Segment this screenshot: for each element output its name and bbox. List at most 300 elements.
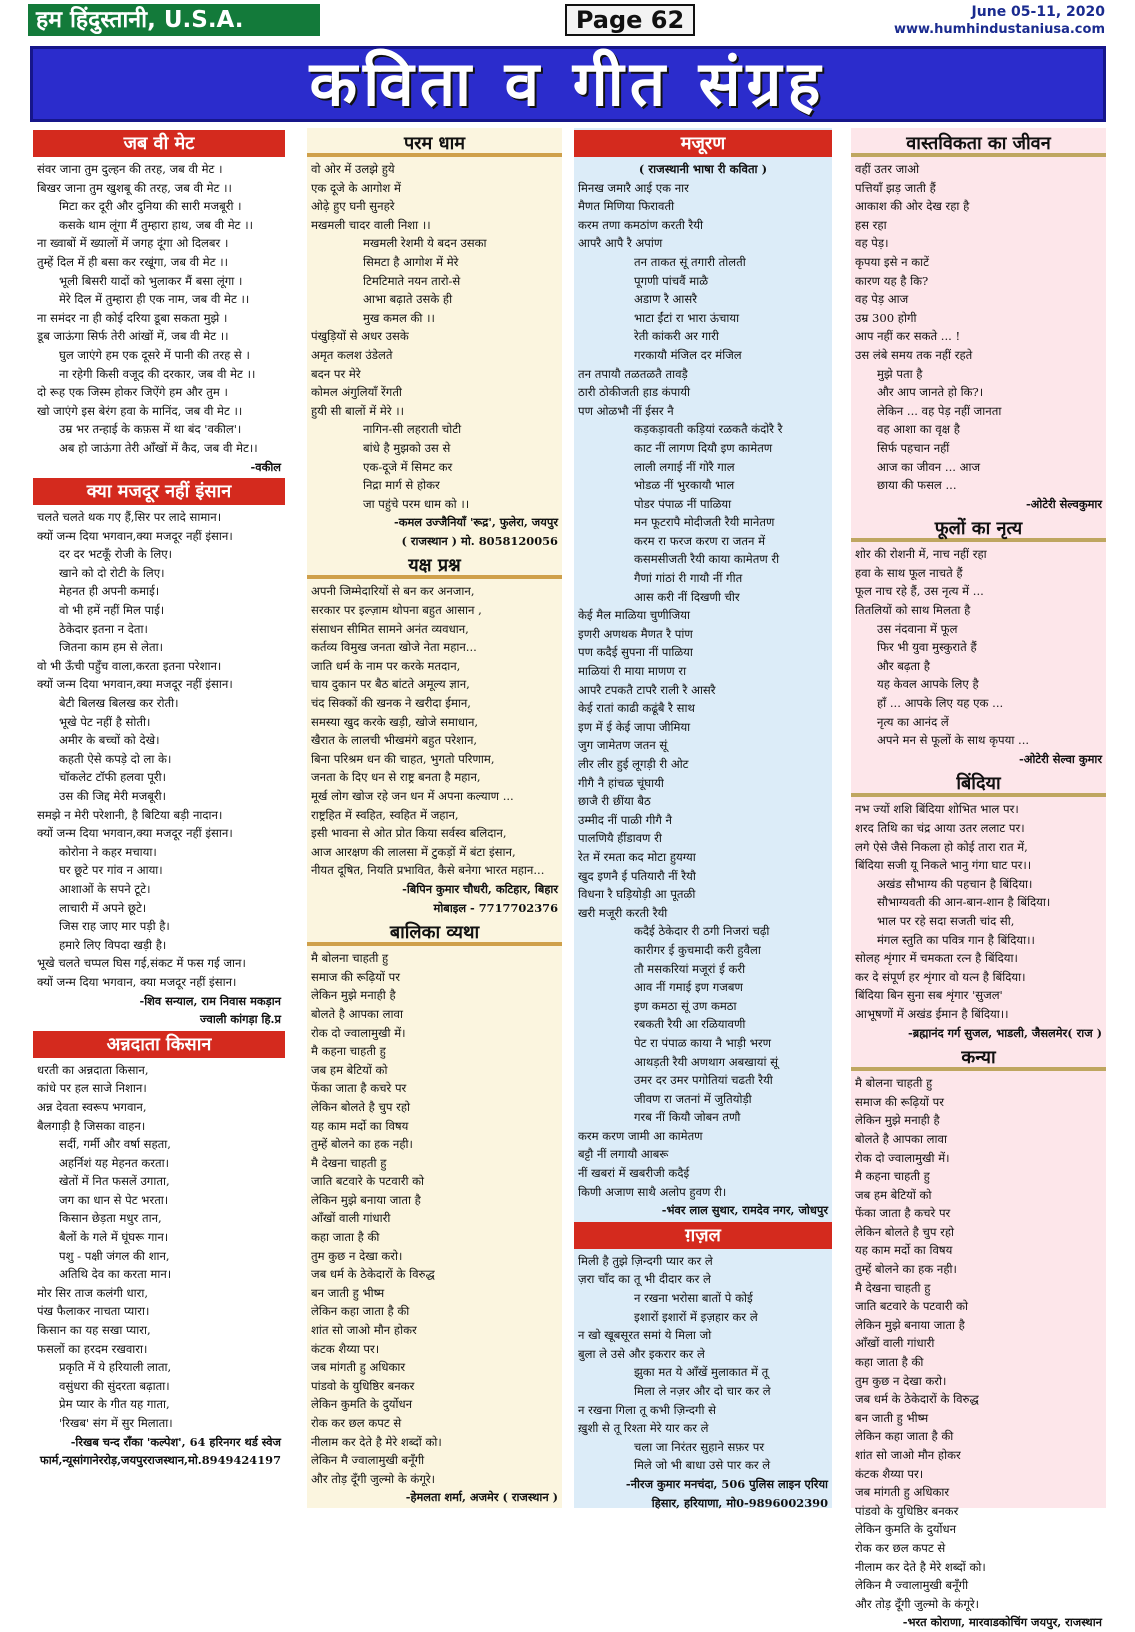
poem-line: कांधे पर हल साजे निशान। (37, 1081, 147, 1096)
poem-line: राष्ट्रहित में स्वहित, स्वहित में जहान, (311, 807, 459, 822)
poem-line: दर दर भटकूँ रोजी के लिए। (59, 547, 173, 562)
poem-line: मेरे दिल में तुम्हारा ही एक नाम, जब वी मेट ।। (59, 292, 250, 307)
poem-line: जब मांगती हु अधिकार (855, 1485, 950, 1500)
poem-line: बांधे है मुझको उस से (363, 440, 451, 455)
poem-line: आज आरक्षण की लालसा में टुकड़ों में बंटा इंसान, (311, 844, 516, 859)
poem-line: तुम्हें बोलने का हक नही। (311, 1137, 413, 1152)
poem-line: न रखना भरोसा बातों पे कोई (634, 1291, 753, 1306)
poem-line: झुका मत ये आँखें मुलाकात में तू (634, 1365, 769, 1380)
poem-body (33, 508, 285, 1029)
poem-line: शोर की रोशनी में, नाच नहीं रहा (855, 547, 987, 562)
poem-line: गीगै नै हांचळ चूंघायी (578, 775, 664, 790)
poem-line: अमीर के बच्चों को देखे। (59, 733, 160, 748)
poem-line: अपने मन से फूलों के साथ कृपया ... (877, 733, 1030, 748)
poem-line: कहा जाता है की (311, 1230, 380, 1245)
poem-author: ( राजस्थान ) मो. 8058120056 (401, 533, 558, 548)
poem-line: क्यों जन्म दिया भगवान, क्या मजदूर नहीं इंसान। (37, 974, 237, 989)
poem-line: दो रूह एक जिस्म होकर जिऐंगे हम और तुम । (37, 385, 228, 400)
poem-author: -वकील (250, 459, 281, 474)
poem-line: अखंड सौभाग्य की पहचान है बिंदिया। (877, 876, 1033, 891)
poem-line: गरब नीं कियौ जोबन तणौ (634, 1110, 741, 1125)
poem-line: लेकिन मुझे बनाया जाता है (311, 1192, 421, 1207)
poem-line: पंखुड़ियों से अधर उसके (311, 329, 409, 344)
poem-author: -बिपिन कुमार चौधरी, कटिहार, बिहार (402, 881, 558, 896)
poem-line: आकाश की ओर देख रहा है (855, 199, 970, 214)
poem-line: नृत्य का आनंद लें (877, 714, 949, 729)
poem-line: कहा जाता है की (855, 1355, 924, 1370)
poem-line: आपरै आपै रै अपांण (578, 236, 663, 251)
poem-line: हमारे लिए विपदा खड़ी है। (59, 937, 167, 952)
poem-body (307, 582, 562, 917)
poem-line: अन्न देवता स्वरूप भगवान, (37, 1099, 147, 1114)
issue-info (894, 4, 1105, 38)
poem-line: तन तपायौ तळतळतै तावड़ै (578, 366, 688, 381)
poem-line: यह काम मर्दो का विषय (311, 1118, 409, 1133)
poem-line: लेकिन ... वह पेड़ नहीं जानता (877, 403, 1002, 418)
poem-author: -ब्रह्मानंद गर्ग सुजल, भाडली, जैसलमेर( राज ) (907, 1025, 1102, 1040)
poem-line: न रखना गिला तू कभी ज़िन्दगी से (578, 1402, 716, 1417)
poem-line: सिमटा है आगोश में मेरे (363, 254, 459, 269)
section-banner (30, 46, 1106, 122)
poem-line: इशारों इशारों में इज़हार कर ले (634, 1309, 758, 1324)
poem-line: आव नीं गमाई इण गजबण (634, 980, 743, 995)
poem-line: घुल जाएंगे हम एक दूसरे में पानी की तरह से । (59, 347, 250, 362)
poem-line: फिर भी युवा मुस्कुराते हैं (877, 640, 977, 655)
poem-line: बिंदिया बिन सुना सब शृंगार 'सुजल' (855, 988, 1003, 1003)
poem-line: भूली बिसरी यादों को भुलाकर मैं बसा लूंगा । (59, 273, 243, 288)
poem-line: अब हो जाऊंगा तेरी आँखों में कैद, जब वी मेट।। (59, 440, 258, 455)
poem-line: वहीं उतर जाओ (855, 162, 920, 176)
poem-line: बुला ले उसे और इकरार कर ले (578, 1346, 705, 1361)
poem-line: सर्दी, गर्मी और वर्षा सहता, (59, 1137, 171, 1152)
poem-line: हवा के साथ फूल नाचते हैं (855, 565, 963, 580)
poem-line: मै बोलना चाहती हु (855, 1076, 933, 1091)
poem-author: मोबाइल - 7717702376 (433, 900, 558, 915)
poem-line: नीयत दूषित, नियति प्रभावित, कैसे बनेगा भारत महान... (311, 863, 545, 878)
poem-line: जब हम बेटियों को (855, 1187, 932, 1202)
poem-line: बोलते है आपका लावा (311, 1006, 403, 1021)
poem-line: रोक दो ज्वालामुखी में। (311, 1025, 406, 1040)
poem-author: -कमल उज्जैनियाँ 'रूद्र', फुलेरा, जयपुर (393, 515, 558, 530)
poem-line: चंद सिक्कों की खनक ने खरीदा ईमान, (311, 696, 471, 711)
poem-line: सरकार पर इल्ज़ाम थोपना बहुत आसान , (311, 603, 482, 618)
poem-line: अहर्निशं यह मेहनत करता। (59, 1155, 170, 1170)
poem-line: और तोड़ दूँगी जुल्मो के कंगूरे। (855, 1596, 979, 1611)
poem-line: और बढ़ता है (877, 658, 930, 673)
poem-line: तितलियों को साथ मिलता है (855, 603, 971, 618)
poem-line: हाँ ... आपके लिए यह एक ... (877, 696, 1004, 711)
poem-line: मोर सिर ताज कलंगी धारा, (37, 1285, 149, 1300)
poem-line: डूब जाऊंगा सिर्फ तेरी आंखों में, जब वी मेट ।। (37, 329, 229, 344)
poem-line: मुझे पता है (877, 366, 923, 381)
poem-line: ठेकेदार इतना न देता। (59, 621, 148, 636)
poem-line: यह काम मर्दो का विषय (855, 1243, 953, 1258)
poem-line: शांत सो जाओ मौन होकर (855, 1448, 961, 1462)
poem-line: खाने को दो रोटी के लिए। (59, 565, 165, 580)
website-link[interactable]: www.humhindustaniusa.com (893, 22, 1105, 37)
poem-line: पत्तियाँ झड़ जाती हैं (855, 180, 936, 195)
poem-line: कोमल अंगुलियाँ रेंगती (311, 385, 402, 400)
poem-line: वह आशा का वृक्ष है (877, 422, 960, 437)
poem-line: धरती का अन्नदाता किसान, (37, 1062, 149, 1077)
poem-body (33, 1061, 285, 1470)
poem-line: छाजै री छींया बैठ (578, 794, 651, 809)
poem-body (307, 160, 562, 550)
poem-title: जब वी मेट (33, 130, 285, 157)
poem-line: न खो खूबसूरत समां ये मिला जो (578, 1328, 712, 1343)
poem-line: आस करी नीं दिखणी चीर (634, 589, 740, 604)
poem-line: कसके थाम लूंगा मैं तुम्हारा हाथ, जब वी मेट ।। (59, 217, 253, 232)
poem-line: लेकिन कहा जाता है की (311, 1304, 410, 1319)
poem-line: भाटा ईंटां रा भारा ऊंचाया (634, 310, 740, 325)
poem-line: उमर दर उमर पगोतियां चढती रैयी (634, 1073, 773, 1088)
poem-author: -शिव सन्याल, राम निवास मकड़ान (139, 993, 281, 1008)
poem-line: तन ताकत सूं तगारी तोलती (634, 254, 746, 269)
poem-line: खुद इणनै ई पतियारौ नीं रैयौ (578, 868, 696, 883)
poem-body (851, 800, 1106, 1042)
issue-date: June 05-11, 2020 (971, 4, 1105, 20)
poem-line: नीलाम कर देते है मेरे शब्दों को। (855, 1559, 986, 1574)
poem-line: नीं खबरां में खबरीजी कदैई (578, 1166, 690, 1181)
poem-line: ठारी ठोकीजती हाड कंपायी (578, 385, 690, 400)
poem-line: वह पेड़ आज (855, 292, 909, 307)
poem-line: जब हम बेटियों को (311, 1062, 388, 1077)
poem-line: भाल पर रहे सदा सजती चांद सी, (877, 913, 1015, 928)
poem-line: मुख कमल की ।। (363, 310, 435, 325)
poem-line: कड़कड़ावती कड़ियां रळकतै कंदोरै रै (634, 422, 783, 437)
poem-line: इण में ई केई जापा जीमिया (578, 719, 691, 734)
poem-line: बैलों के गले में घूंघरू गान। (59, 1230, 169, 1245)
poem-line: पण कदैई सुपना नीं पाळिया (578, 645, 693, 660)
poem-line: पण ओळभौ नीं ईसर नै (578, 403, 674, 418)
poem-line: फेंका जाता है कचरे पर (855, 1206, 951, 1221)
poem-author: -ओटेरी सेल्वा कुमार (1019, 751, 1102, 766)
poem-line: छाया की फसल ... (877, 478, 957, 493)
poem-line: मखमली रेशमी ये बदन उसका (363, 236, 487, 251)
poem-line: लीर लीर हुई लूगड़ी री ओट (578, 757, 689, 771)
poem-line: सौभाग्यवती की आन-बान-शान है बिंदिया। (877, 895, 1051, 910)
poem-line: बिंदिया सजी यू निकले भानु गंगा घाट पर।। (855, 858, 1032, 873)
poem-line: आथड़ती रैयी अणथाग अबखायां सूं (634, 1054, 778, 1069)
poem-line: क्यों जन्म दिया भगवान,क्या मजदूर नहीं इंसान। (37, 677, 233, 692)
poem-title: यक्ष प्रश्न (307, 552, 562, 579)
poem-line: जाति बटवारे के पटवारी को (311, 1174, 425, 1189)
poem-line: मै देखना चाहती हु (311, 1155, 387, 1170)
poem-line: ना रहेगी किसी वजूद की दरकार, जब वी मेट ।। (59, 366, 256, 381)
poem-line: शांत सो जाओ मौन होकर (311, 1323, 417, 1338)
poem-line: बोलते है आपका लावा (855, 1131, 947, 1146)
poem-line: कंटक शैय्या पर। (311, 1341, 380, 1356)
poem-line: पांडवो के युधिष्ठिर बनकर (855, 1503, 959, 1518)
poem-line: आपरै टपकतै टापरै राली रै आसरै (578, 682, 716, 697)
poem-author: फार्म,न्यूसांगानेररोड़,जयपुरराजस्थान,मो.8949424197 (39, 1453, 281, 1468)
poem-line: जा पहुंचे परम धाम को ।। (363, 496, 470, 511)
poem-line: क्यों जन्म दिया भगवान,क्या मजदूर नहीं इंसान। (37, 528, 233, 543)
poem-line: लाली लगाई नीं गोरै गाल (634, 459, 735, 474)
poem-line: मैणत मिणिया फिरावती (578, 199, 675, 214)
page-header (0, 0, 1135, 40)
poem-line: बिखर जाना तुम खुशबू की तरह, जब वी मेट ।। (37, 180, 232, 195)
poem-line: मै कहना चाहती हु (311, 1044, 386, 1059)
poem-line: मेहनत ही अपनी कमाई। (59, 584, 160, 599)
poem-line: लेकिन मै ज्वालामुखी बनूँगी (311, 1453, 425, 1468)
poem-line: फूल नाच रहे हैं, उस नृत्य में ... (855, 584, 984, 599)
poem-line: खेतों में नित फसलें उगाता, (59, 1174, 170, 1189)
poem-line: उस लंबे समय तक नहीं रहते (855, 347, 973, 362)
poem-line: उस नंदवाना में फूल (877, 621, 958, 636)
poem-line: बदन पर मेरे (311, 366, 361, 381)
column-2 (307, 128, 562, 1508)
column-1 (33, 128, 285, 1508)
poem-line: रोक दो ज्वालामुखी में। (855, 1150, 950, 1165)
poem-line: बट्टौ नीं लगायौ आबरू (578, 1147, 669, 1162)
poem-line: जाति बटवारे के पटवारी को (855, 1299, 969, 1314)
poem-title: परम धाम (307, 130, 562, 157)
poem-line: जीवण रा जतनां में जुतियोड़ी (634, 1091, 752, 1106)
poem-line: भोडळ नीं भुरकायौ भाल (634, 478, 735, 493)
poem-line: लेकिन बोलते है चुप रहो (311, 1099, 411, 1114)
poem-line: करम करण जामी आ कामेतण (578, 1128, 703, 1143)
poem-line: मिली है तुझे ज़िन्दगी प्यार कर ले (578, 1253, 713, 1268)
poem-line: खरी मजूरी करती रैयी (578, 905, 668, 920)
poem-line: अडाण रै आसरै (634, 292, 697, 307)
poem-line: केई रातां काढी कढूंबै रै साथ (578, 701, 695, 716)
poem-line: लेकिन बोलते है चुप रहो (855, 1224, 955, 1239)
poem-line: लेकिन मै ज्वालामुखी बनूँगी (855, 1578, 969, 1593)
poem-line: अमृत कलश उंडेलते (311, 347, 393, 362)
poem-line: किसान छेड़ता मधुर तान, (59, 1211, 162, 1226)
poem-line: इण कमठा सूं उण कमठा (634, 998, 737, 1013)
poem-line: करम रा फरज करण रा जतन में (634, 533, 766, 548)
poem-line: उम्र 300 होगी (855, 310, 917, 325)
poem-line: भूखे पेट नहीं है सोती। (59, 714, 151, 729)
poem-line: वह पेड़। (855, 236, 889, 251)
poem-line: लाचारी में अपने छूटे। (59, 900, 147, 915)
poem-line: मखमली चादर वाली निशा ।। (311, 217, 431, 232)
poem-title: क्या मजदूर नहीं इंसान (33, 478, 285, 505)
poem-author: -भंवर लाल सुथार, रामदेव नगर, जोधपुर (661, 1203, 828, 1218)
poem-line: मै देखना चाहती हु (855, 1280, 931, 1295)
poem-line: किणी अजाण साथै अलोप हुवण री। (578, 1184, 727, 1199)
poem-line: करम तणा कमठांण करती रैयी (578, 217, 703, 232)
poem-title: वास्तविकता का जीवन (851, 130, 1106, 157)
poem-title: अन्नदाता किसान (33, 1031, 285, 1058)
poem-line: संवर जाना तुम दुल्हन की तरह, जब वी मेट । (37, 162, 223, 176)
poem-body (307, 949, 562, 1507)
poem-line: मिला ले नज़र और दो चार कर ले (634, 1384, 771, 1398)
poem-body (851, 1074, 1106, 1632)
poem-line: बेटी बिलख बिलख कर रोती। (59, 696, 179, 711)
poem-line: कर्तव्य विमुख जनता खोजे नेता महान... (311, 640, 477, 655)
poem-line: पेट रा पंपाळ काया नै भाड़ी भरण (634, 1035, 771, 1050)
poem-line: आभूषणों में अखंड ईमान है बिंदिया।। (855, 1006, 1009, 1021)
poem-line: तुम कुछ न देखा करो। (855, 1373, 947, 1388)
poem-line: बन जाती हु भीष्म (855, 1410, 929, 1425)
poem-line: जग का धान से पेट भरता। (59, 1192, 169, 1207)
poem-body (33, 160, 285, 476)
poem-line: रोक कर छल कपट से (855, 1540, 946, 1555)
poem-line: कर दे संपूर्ण हर शृंगार वो यत्न है बिंदिया। (855, 969, 1026, 984)
poem-line: कसमसीजती रैयी काया कामेतण री (634, 552, 780, 567)
poem-line: पशु - पक्षी जंगल की शान, (59, 1248, 170, 1263)
poem-line: यह केवल आपके लिए है (877, 677, 979, 692)
poem-line: चॉकलेट टॉफी हलवा पूरी। (59, 770, 167, 785)
poem-line: मूर्ख लोग खोज रहे जन धन में अपना कल्याण ... (311, 789, 514, 803)
poem-author: हिसार, हरियाणा, मो0-9896002390 (651, 1495, 828, 1510)
poem-line: उम्मीद नीं पाळी गीगै नै (578, 812, 672, 827)
poem-title: ग़ज़ल (574, 1222, 832, 1249)
poem-line: संसाधन सीमित सामने अनंत व्यवधान, (311, 621, 469, 636)
poem-line: काट नीं लागण दियौ इण कामेतण (634, 440, 773, 455)
poem-line: सिर्फ पहचान नहीं (877, 440, 950, 455)
poem-line: खो जाएंगे इस बेरंग हवा के मानिंद, जब वी मेट ।। (37, 403, 243, 418)
poem-line: ओढ़े हुए घनी सुनहरे (311, 199, 395, 214)
poem-line: पूगणी पांचवैं माळै (634, 273, 709, 288)
poem-line: लेकिन मुझे मनाही है (311, 988, 396, 1003)
poem-line: बिना परिश्रम धन की चाहत, भुगतो परिणाम, (311, 751, 495, 766)
poem-body (574, 160, 832, 1220)
poem-line: आशाओं के सपने टूटे। (59, 881, 151, 896)
poem-line: लेकिन कुमति के दुर्योधन (855, 1522, 957, 1537)
poem-line: कारीगर ई कुचमादी करी हुवैला (634, 942, 761, 957)
poem-line: तौ मसकरियां मजूरां ई करी (634, 961, 746, 976)
poem-subtitle: ( राजस्थानी भाषा री कविता ) (638, 162, 768, 176)
poem-line: कदैई ठेकेदार री ठगी निजरां चढ़ी (634, 924, 770, 939)
poem-line: वो ओर में उलझे हुये (311, 162, 395, 176)
poem-line: हुयी सी बालों में मेरे ।। (311, 403, 405, 418)
poem-line: विधना रै घड़ियोड़ी आ पूतळी (578, 887, 696, 902)
poem-line: 'रिखब' संग में सुर मिलाता। (59, 1416, 173, 1430)
poem-title: बालिका व्यथा (307, 919, 562, 946)
poem-line: माळियां री माया माणण रा (578, 664, 687, 679)
poem-line: उस की जिद्द मेरी मजबूरी। (59, 789, 167, 803)
banner-title: कविता व गीत संग्रह (309, 47, 827, 120)
poem-line: लगे ऐसे जैसे निकला हो कोई तारा रात में, (855, 839, 1028, 854)
poem-line: नीलाम कर देते है मेरे शब्दों को। (311, 1434, 442, 1449)
poem-line: तुम्हें दिल में ही बसा कर रखूंगा, जब वी मेट ।। (37, 254, 229, 269)
poem-line: एक-दूजे में सिमट कर (363, 459, 453, 474)
poem-author: -ओटेरी सेल्वकुमार (1025, 496, 1102, 511)
page-number: Page 62 (565, 4, 695, 36)
poem-line: कारण यह है कि? (855, 273, 929, 288)
poem-line: सोलह शृंगार में चमकता रत्न है बिंदिया। (855, 951, 1018, 966)
poem-line: फेंका जाता है कचरे पर (311, 1081, 407, 1096)
poem-line: आँखों वाली गांधारी (311, 1211, 391, 1226)
poem-line: मिले जो भी बाधा उसे पार कर ले (634, 1458, 771, 1473)
poem-line: तुम्हें बोलने का हक नही। (855, 1262, 957, 1277)
poem-line: टिमटिमाते नयन तारो-से (363, 273, 461, 288)
poem-line: जिस राह जाए मार पड़ी है। (59, 919, 170, 934)
poem-line: रेत में रमता कद मोटा हुयग्या (578, 849, 696, 864)
poem-line: लेकिन मुझे बनाया जाता है (855, 1317, 965, 1332)
poem-line: जुग जामेतण जतन सूं (578, 738, 668, 753)
poem-line: नागिन-सी लहराती चोटी (363, 422, 462, 437)
poem-line: आभा बढ़ाते उसके ही (363, 292, 453, 307)
column-4 (851, 128, 1106, 1630)
poem-line: जनता के दिए धन से राष्ट्र बनता है महान, (311, 770, 481, 785)
poem-line: रबकती रैयी आ रळियावणी (634, 1017, 746, 1032)
poem-line: जाति धर्म के नाम पर करके मतदान, (311, 658, 461, 673)
poem-line: रेती कांकरी अर गारी (634, 329, 719, 344)
poem-line: नभ ज्यों शशि बिंदिया शोभित भाल पर। (855, 802, 1019, 817)
poem-line: बन जाती हु भीष्म (311, 1285, 385, 1300)
poem-line: मिटा कर दूरी और दुनिया की सारी मजबूरी । (59, 199, 242, 214)
poem-line: जब मांगती हु अधिकार (311, 1360, 406, 1375)
poem-line: आज का जीवन ... आज (877, 459, 981, 474)
poem-author: -नीरज कुमार मनचंदा, 506 पुलिस लाइन एरिया (625, 1476, 828, 1491)
poem-line: हस रहा (855, 217, 887, 232)
poem-line: पंख फैलाकर नाचता प्यारा। (37, 1304, 150, 1319)
poem-line: चलते चलते थक गए हैं,सिर पर लादे सामान। (37, 510, 222, 525)
poem-line: मै बोलना चाहती हु (311, 951, 389, 966)
poem-line: तुम कुछ न देखा करो। (311, 1248, 403, 1263)
poem-line: घर छूटे पर गांव न आया। (59, 863, 163, 878)
newspaper-brand: हम हिंदुस्तानी, U.S.A. (28, 4, 320, 36)
poem-line: समाज की रूढ़ियों पर (855, 1094, 944, 1109)
poem-line: भूखे चलते चप्पल घिस गई,संकट में फस गई जान। (37, 956, 246, 971)
poem-author: -हेमलता शर्मा, अजमेर ( राजस्थान ) (405, 1490, 558, 1505)
poem-line: कंटक शैय्या पर। (855, 1466, 924, 1481)
poem-line: आप नहीं कर सकते ... ! (855, 329, 961, 344)
poem-line: लेकिन मुझे मनाही है (855, 1113, 940, 1128)
poem-line: निद्रा मार्ग से होकर (363, 478, 440, 493)
poem-line: उम्र भर तन्हाई के कफ़स में था बंद 'वकील'। (59, 422, 242, 437)
poem-line: ज़रा चाँद का तू भी दीदार कर ले (578, 1272, 711, 1287)
poem-line: ना समंदर ना ही कोई दरिया डूबा सकता मुझे । (37, 310, 228, 325)
poem-line: मै कहना चाहती हु (855, 1169, 930, 1184)
poem-line: फसलों का हरदम रखवारा। (37, 1341, 148, 1356)
poem-line: ख़ुशी से तू रिश्ता मेरे यार कर ले (578, 1421, 709, 1436)
poem-line: समस्या खुद करके खड़ी, खोजे समाधान, (311, 714, 479, 729)
poem-body (574, 1252, 832, 1512)
poem-line: जितना काम हम से लेता। (59, 640, 164, 655)
poem-line: और तोड़ दूँगी जुल्मो के कंगूरे। (311, 1471, 435, 1486)
poem-line: प्रकृति में ये हरियाली लाता, (59, 1360, 172, 1375)
poem-line: लेकिन कुमति के दुर्योधन (311, 1397, 413, 1412)
poem-line: मन फूटरापै मोदीजती रैयी मानेतण (634, 515, 775, 530)
poem-line: किसान का यह सखा प्यारा, (37, 1323, 151, 1338)
poem-line: ना ख्वाबों में ख्यालों में जगह दूंगा ओ दिलबर । (37, 236, 229, 251)
poem-line: और आप जानते हो कि?। (877, 385, 984, 400)
poem-title: कन्या (851, 1044, 1106, 1071)
poem-line: गरकायौ मंजिल दर मंजिल (634, 347, 742, 362)
poem-line: इसी भावना से ओत प्रोत किया सर्वस्व बलिदान, (311, 826, 507, 841)
poem-line: मंगल स्तुति का पवित्र गान है बिंदिया।। (877, 932, 1035, 947)
poem-line: रोक कर छल कपट से (311, 1416, 402, 1430)
column-3 (574, 128, 832, 1508)
poem-line: जब धर्म के ठेकेदारों के विरुद्ध (855, 1392, 979, 1407)
poem-line: आँखों वाली गांधारी (855, 1336, 935, 1351)
poem-body (851, 545, 1106, 768)
poem-author: -भरत कोराणा, मारवाडकोचिंग जयपुर, राजस्थान (902, 1615, 1102, 1630)
poem-title: फूलों का नृत्य (851, 515, 1106, 542)
poem-line: प्रेम प्यार के गीत यह गाता, (59, 1397, 170, 1412)
poem-body (851, 160, 1106, 513)
poem-line: कोरोना ने कहर मचाया। (59, 844, 157, 859)
poem-title: मजूरण (574, 130, 832, 157)
poem-author: -रिखब चन्द राँका 'कल्पेश', 64 हरिनगर थर्ड स्वेज (70, 1434, 281, 1449)
poem-author: ज्वाली कांगड़ा हि.प्र (199, 1012, 281, 1027)
poem-line: चला जा निरंतर सुहाने सफ़र पर (634, 1439, 765, 1454)
poem-line: पांडवो के युधिष्ठिर बनकर (311, 1378, 415, 1393)
poem-line: खैरात के लालची भीखमंगे बहुत परेशान, (311, 733, 478, 748)
poem-line: कृपया इसे न काटें (855, 254, 929, 269)
poem-line: मिनख जमारै आई एक नार (578, 180, 689, 195)
poem-line: केई मैल माळिया चुणीजिया (578, 608, 691, 623)
poem-line: वो भी ऊँची पहुँच वाला,करता इतना परेशान। (37, 658, 222, 673)
poem-line: गैणां गांठां री गायौ नीं गीत (634, 571, 743, 586)
poem-line: शरद तिथि का चंद्र आया उतर ललाट पर। (855, 821, 1025, 835)
